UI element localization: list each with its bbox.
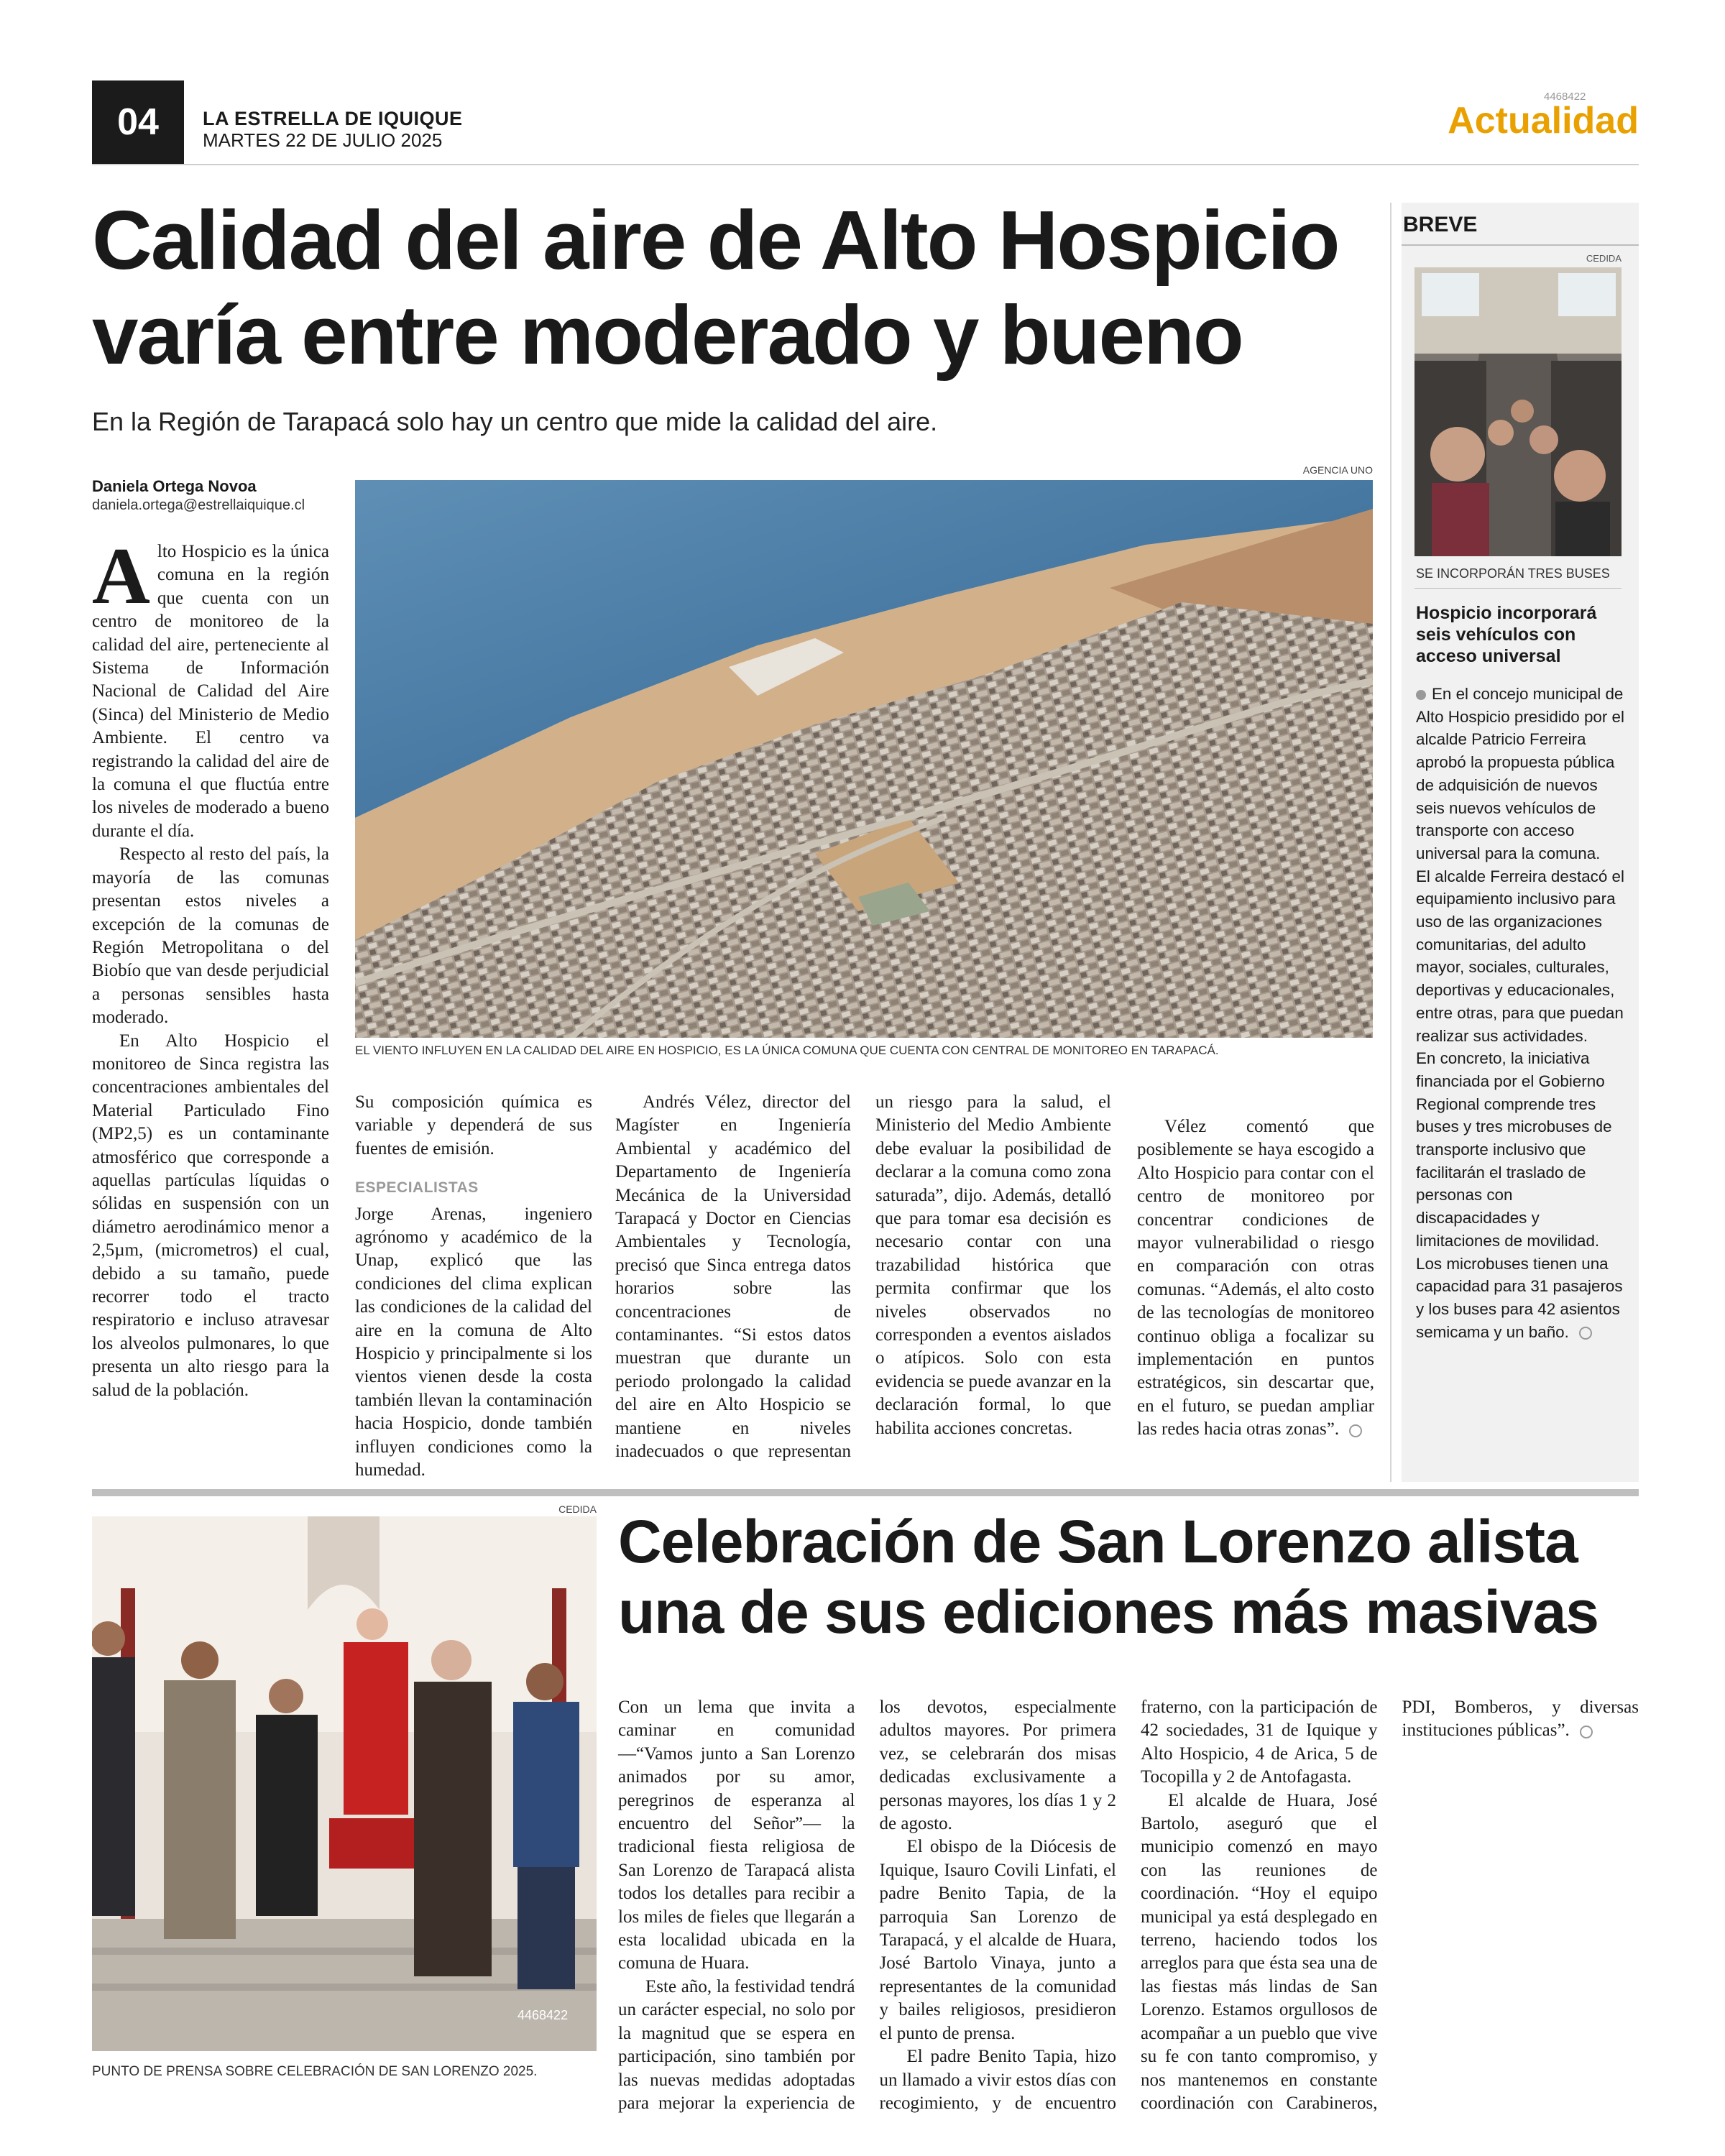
paragraph: Jorge Arenas, ingeniero agrónomo y académico de la Unap, explicó que las condiciones del clima explican las condiciones de la calidad del aire en la comuna de Alto Hospicio y principalmente si los vientos vienen desde la costa también llevan la contaminación hacia Hospicio, donde también influyen condiciones como la humedad.: [355, 1204, 592, 1480]
end-mark-icon: [1580, 1726, 1593, 1738]
photo-caption: EL VIENTO INFLUYEN EN LA CALIDAD DEL AIRE EN HOSPICIO, ES LA ÚNICA COMUNA QUE CUENTA CON CENTRAL DE MONITOREO EN TARAPACÁ.: [355, 1044, 1219, 1057]
bullet-icon: [1416, 690, 1426, 700]
section-name: Actualidad: [1448, 100, 1639, 142]
aerial-city-photo: [355, 480, 1373, 1038]
article-column-2: [355, 1091, 592, 1483]
article2-body: [618, 1696, 1639, 2127]
drop-cap: A: [92, 532, 150, 621]
paragraph: Este año, la festividad tendrá un carácter especial, no solo por la magnitud que se espera en participación, sino también por las nuevas medidas adoptadas para mejorar la experiencia de los devotos, especialmente adultos mayores. Por primera vez, se celebrarán dos misas dedicadas exclusivamente a personas mayores, los días 1 y 2 de agosto.: [618, 1697, 1116, 2113]
header-rule: [92, 164, 1639, 165]
issue-date: MARTES 22 DE JULIO 2025: [203, 129, 443, 151]
photo-credit: AGENCIA UNO: [1302, 464, 1373, 476]
photo-code: 4468422: [518, 2008, 569, 2022]
paragraph: Andrés Vélez, director del Magíster en Ingeniería Ambiental y académico del Departamento de Ingeniería Mecánica de la Universidad Tarapacá y Doctor en Ciencias Ambientales y Tecnología, precisó que Sinca entrega datos horarios sobre las concentraciones de contaminantes. “Si estos datos muestran que durante un periodo prolongado la calidad del aire en Alto Hospicio se mantiene en niveles inadecuados o que representan un riesgo para la salud, el Ministerio del Medio Ambiente debe evaluar la posibilidad de declarar a la comuna como zona saturada”, dijo. Además, detalló que para tomar esa decisión es necesario contar con una trazabilidad histórica que permita confirmar que los niveles observados no corresponden a eventos aislados o atípicos. Solo con esta evidencia se puede avanzar en la declaración formal, lo que habilita acciones concretas.: [615, 1092, 1111, 1462]
article-column-1: [92, 532, 329, 1402]
page-number: 04: [92, 80, 184, 164]
paragraph: El padre Benito Tapia, hizo un llamado a vivir estos días con recogimiento, y de encuentro fraterno, con la participación de 42 sociedades, 31 de Iquique y Alto Hospicio, 4 de Arica, 5 de Tocopilla y 2 de Antofagasta.: [879, 1697, 1378, 2113]
bus-interior-photo: [1414, 267, 1622, 556]
newspaper-name: LA ESTRELLA DE IQUIQUE: [203, 108, 463, 129]
paragraph: El alcalde de Huara, José Bartolo, aseguró que el municipio comenzó en mayo con las reuniones de coordinación. “Hoy el equipo municipal ya está desplegado en terreno, haciendo todos los arreglos para que ésta sea una de las fiestas más lindas de San Lorenzo. Estamos orgullosos de acompañar a un pueblo que vive su fe con tanto compromiso, y nos mantenemos en constante coordinación con Carabineros, PDI, Bomberos, y diversas instituciones públicas”.: [1141, 1697, 1639, 2113]
paragraph: Su composición química es variable y dependerá de sus fuentes de emisión.: [355, 1092, 592, 1158]
paragraph: El obispo de la Diócesis de Iquique, Isauro Covili Linfati, el padre Benito Tapia, de la parroquia San Lorenzo de Tarapacá, y el alcalde de Huara, José Bartolo Vinaya, junto a representantes de la comunidad y bailes religiosos, presidieron el punto de prensa.: [879, 1837, 1116, 2043]
paragraph: lto Hospicio es la única comuna en la región que cuenta con un centro de monitoreo de la calidad del aire, perteneciente al Sistema de Información Nacional de Calidad del Aire (Sinca) del Ministerio de Medio Ambiente. El centro va registrando la calidad del aire de la comuna el que fluctúa entre los niveles de moderado a bueno durante el día.: [92, 542, 329, 841]
subsection-heading: ESPECIALISTAS: [355, 1179, 479, 1197]
section-divider: [92, 1489, 1639, 1496]
article-column-5: [1137, 1115, 1374, 1442]
article-subhead: En la Región de Tarapacá solo hay un centro que mide la calidad del aire.: [92, 407, 938, 436]
paragraph: Vélez comentó que posiblemente se haya escogido a Alto Hospicio para contar con el centro de monitoreo por concentrar condiciones de mayor vulnerabilidad o riesgo en comparación con otras comunas. “Además, el alto costo de las tecnologías de monitoreo continuo obliga a focalizar su implementación en puntos estratégicos, sin descartar que, en el futuro, se puedan ampliar las redes hacia otras zonas”.: [1137, 1117, 1374, 1439]
paragraph: El alcalde Ferreira destacó el equipamiento inclusivo para uso de las organizaciones comunitarias, del adulto mayor, sociales, culturales, deportivas y educacionales, entre otras, para que puedan realizar sus actividades.: [1416, 867, 1624, 1045]
paragraph: En Alto Hospicio el monitoreo de Sinca registra las concentraciones ambientales del Material Particulado Fino (MP2,5) es un contaminante atmosférico que corresponde a aquellas partículas líquidas o sólidas en suspensión con un diámetro aerodinámico menor a 2,5µm, (micrometros) el cual, debido a su tamaño, puede recorrer todo el tracto respiratorio e incluso atravesar los alveolos pulmonares, lo que presenta un alto riesgo para la salud de la población.: [92, 1031, 329, 1400]
end-mark-icon: [1349, 1424, 1362, 1437]
section-code: 4468422: [1544, 91, 1586, 103]
end-mark-icon: [1579, 1327, 1592, 1340]
photo-credit: CEDIDA: [558, 1503, 597, 1515]
sidebar-rule: [1402, 244, 1639, 246]
article-headline: [618, 1506, 1653, 1647]
article-columns-3-4: [615, 1091, 1111, 1479]
press-conference-photo: [92, 1516, 597, 2051]
headline-line-1: Celebración de San Lorenzo alista: [618, 1508, 1578, 1575]
article-headline: [92, 193, 1386, 382]
column-divider: [1390, 203, 1392, 1482]
paragraph: Respecto al resto del país, la mayoría de las comunas presentan estos niveles a excepción de la comunas de Región Metropolitana o del Biobío que van desde perjudicial a personas sensibles hasta moderado.: [92, 844, 329, 1028]
paragraph: En el concejo municipal de Alto Hospicio presidido por el alcalde Patricio Ferreira aprobó la propuesta pública de adquisición de nuevos seis nuevos vehículos de transporte con acceso universal para la comuna.: [1416, 685, 1624, 862]
sidebar-body: [1416, 683, 1624, 1343]
sidebar-photo-caption: SE INCORPORÁN TRES BUSES: [1416, 566, 1610, 581]
paragraph: Los microbuses tienen una capacidad para 31 pasajeros y los buses para 42 asientos semicama y un baño.: [1416, 1254, 1623, 1341]
headline-line-2: varía entre moderado y bueno: [92, 288, 1243, 382]
headline-line-1: Calidad del aire de Alto Hospicio: [92, 193, 1339, 287]
byline-email[interactable]: daniela.ortega@estrellaiquique.cl: [92, 497, 305, 513]
sidebar-photo-credit: CEDIDA: [1586, 253, 1622, 264]
sidebar-title: BREVE: [1403, 213, 1478, 236]
byline-author: Daniela Ortega Novoa: [92, 477, 257, 495]
sidebar-headline: Hospicio incorporará seis vehículos con acceso universal: [1416, 603, 1597, 666]
headline-line-2: una de sus ediciones más masivas: [618, 1578, 1599, 1646]
caption-rule: [1414, 588, 1622, 589]
paragraph: Con un lema que invita a caminar en comunidad —“Vamos junto a San Lorenzo animados por su amor, peregrinos de esperanza al encuentro del Señor”— la tradicional fiesta religiosa de San Lorenzo de Tarapacá alista todos los detalles para recibir a los miles de fieles que llegarán a esta localidad ubicada en la comuna de Huara.: [618, 1697, 855, 1973]
photo-caption: PUNTO DE PRENSA SOBRE CELEBRACIÓN DE SAN LORENZO 2025.: [92, 2064, 538, 2079]
paragraph: En concreto, la iniciativa financiada por el Gobierno Regional comprende tres buses y tres microbuses de transporte inclusivo que facilitarán el traslado de personas con discapacidades y limitaciones de movilidad.: [1416, 1049, 1612, 1250]
